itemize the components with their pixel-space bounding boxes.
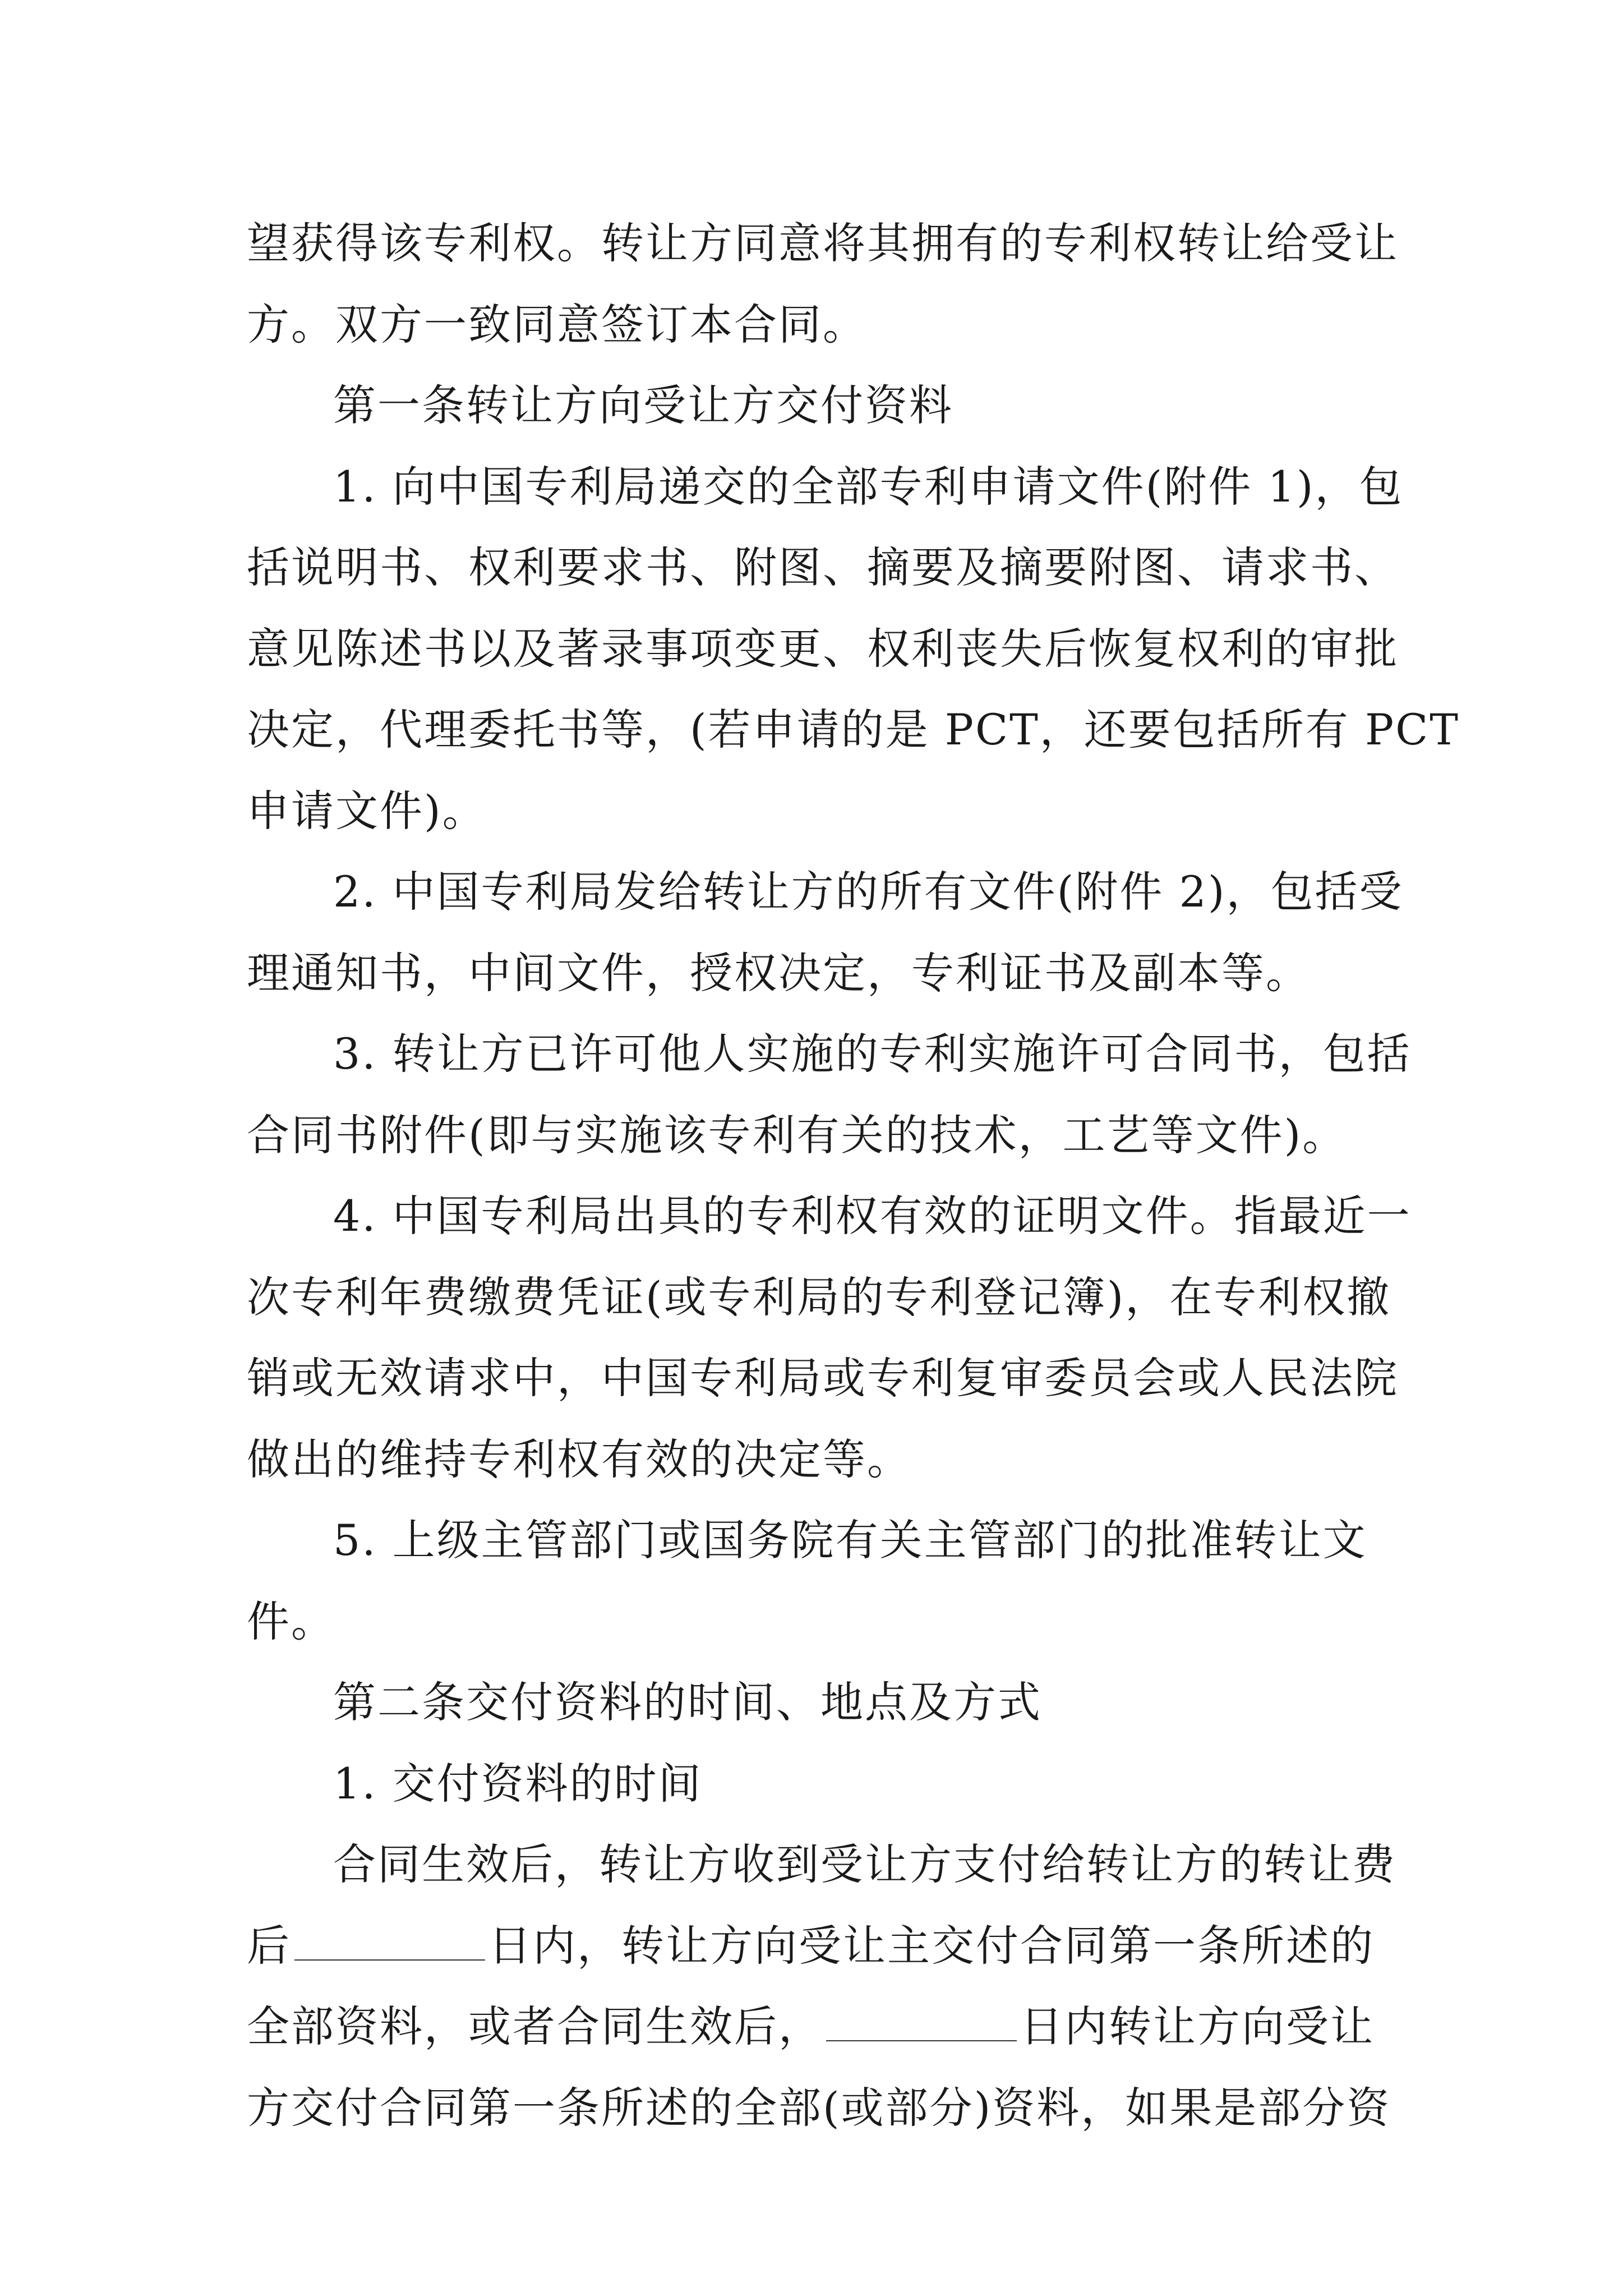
text-line: 2. 中国专利局发给转让方的所有文件(附件 2)，包括受 [333,867,1404,917]
text-line: 决定，代理委托书等，(若申请的是 PCT，还要包括所有 PCT [247,705,1460,754]
text-line: 做出的维持专利权有效的决定等。 [247,1434,911,1484]
text-fragment: 全部资料，或者合同生效后， [247,2001,823,2051]
fill-in-blank [826,2007,1017,2041]
text-line: 件。 [247,1596,335,1646]
text-line: 方交付合同第一条所述的全部(或部分)资料，如果是部分资 [247,2082,1391,2133]
text-line: 申请文件)。 [247,785,487,836]
text-line: 销或无效请求中，中国专利局或专利复审委员会或人民法院 [247,1353,1399,1403]
text-fragment: 日内，转让方向受让主交付合同第一条所述的 [488,1920,1375,1971]
text-line-with-blank [247,1906,1391,1987]
text-line: 合同书附件(即与实施该专利有关的技术，工艺等文件)。 [247,1110,1347,1160]
text-line: 次专利年费缴费凭证(或专利局的专利登记簿)，在专利权撤 [247,1272,1391,1322]
text-fragment: 日内转让方向受让 [1020,2001,1375,2051]
text-line-with-blank [247,1986,1391,2068]
text-line: 1. 向中国专利局递交的全部专利申请文件(附件 1)，包 [333,461,1404,512]
text-fragment: 后 [247,1920,291,1971]
section-heading: 第二条交付资料的时间、地点及方式 [333,1677,1042,1727]
text-line: 望获得该专利权。转让方同意将其拥有的专利权转让给受让 [247,218,1399,268]
text-line: 方。双方一致同意签订本合同。 [247,299,867,349]
text-line: 3. 转让方已许可他人实施的专利实施许可合同书，包括 [333,1029,1412,1079]
text-line: 1. 交付资料的时间 [333,1758,703,1809]
document-body [247,203,1460,2148]
text-line: 4. 中国专利局出具的专利权有效的证明文件。指最近一 [333,1191,1412,1241]
text-line: 意见陈述书以及著录事项变更、权利丧失后恢复权利的审批 [247,623,1399,674]
text-line: 括说明书、权利要求书、附图、摘要及摘要附图、请求书、 [247,542,1399,592]
fill-in-blank [294,1926,485,1961]
text-line: 理通知书，中间文件，授权决定，专利证书及副本等。 [247,947,1310,998]
text-line: 合同生效后，转让方收到受让方支付给转让方的转让费 [333,1839,1396,1889]
section-heading: 第一条转让方向受让方交付资料 [333,380,953,430]
text-line: 5. 上级主管部门或国务院有关主管部门的批准转让文 [333,1515,1367,1565]
